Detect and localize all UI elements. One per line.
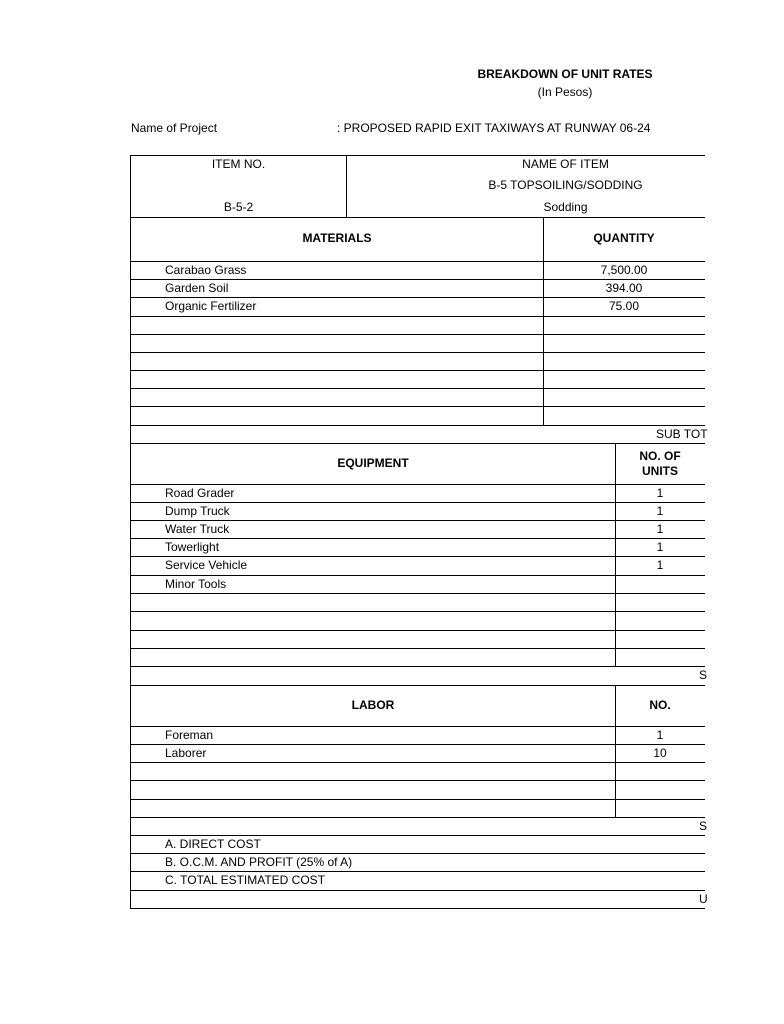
material-name: Organic Fertilizer [165,299,257,313]
grid-line [130,817,705,818]
item-name-line1: B-5 TOPSOILING/SODDING [488,178,643,192]
grid-line [130,388,705,389]
labor-no: 10 [653,746,667,760]
material-qty: 7,500.00 [600,263,648,277]
grid-line [130,648,705,649]
material-name: Carabao Grass [165,263,247,277]
equipment-units: 1 [656,540,664,554]
labor-no: 1 [656,728,664,742]
equipment-name: Road Grader [165,486,235,500]
grid-line [130,799,705,800]
material-name: Garden Soil [165,281,229,295]
direct-cost-label: A. DIRECT COST [165,837,261,851]
grid-line [130,666,705,667]
equipment-subtotal-label: S [699,668,708,682]
grid-line [130,630,705,631]
quantity-header: QUANTITY [593,231,655,245]
material-qty: 75.00 [608,299,640,313]
item-name-label: NAME OF ITEM [522,157,609,171]
document-title: BREAKDOWN OF UNIT RATES [477,67,653,81]
ocm-profit-label: B. O.C.M. AND PROFIT (25% of A) [165,855,353,869]
equipment-name: Service Vehicle [165,558,248,572]
equipment-units: 1 [656,486,664,500]
grid-line [130,334,705,335]
grid-line [130,593,705,594]
grid-line [130,762,705,763]
equipment-name: Water Truck [165,522,230,536]
item-no-label: ITEM NO. [211,157,266,171]
project-name: : PROPOSED RAPID EXIT TAXIWAYS AT RUNWAY 06-24 [337,121,651,135]
units-header-line1: NO. OF [639,449,681,463]
equipment-units: 1 [656,558,664,572]
equipment-header: EQUIPMENT [337,456,409,470]
units-header-line2: UNITS [642,464,678,478]
grid-line [130,780,705,781]
equipment-units: 1 [656,504,664,518]
total-estimated-cost-label: C. TOTAL ESTIMATED COST [165,873,326,887]
grid-line [130,352,705,353]
grid-line [130,425,705,426]
unit-cost-label: U [699,892,708,906]
materials-subtotal-label: SUB TOT [656,427,708,441]
grid-line [130,217,705,218]
project-label: Name of Project [131,121,218,135]
grid-line [130,685,705,686]
material-qty: 394.00 [605,281,643,295]
grid-line [130,611,705,612]
equipment-name: Minor Tools [165,577,227,591]
materials-header: MATERIALS [302,231,372,245]
grid-line [130,406,705,407]
labor-no-header: NO. [649,698,671,712]
document-subtitle: (In Pesos) [537,85,593,99]
labor-header: LABOR [351,698,395,712]
grid-line [130,443,705,444]
grid-line [130,316,705,317]
grid-line [130,155,131,909]
labor-name: Laborer [165,746,207,760]
grid-line [543,217,544,425]
equipment-name: Towerlight [165,540,220,554]
labor-name: Foreman [165,728,214,742]
item-no-value: B-5-2 [223,200,254,214]
grid-line [130,370,705,371]
labor-subtotal-label: S [699,819,708,833]
equipment-name: Dump Truck [165,504,230,518]
item-name-line2: Sodding [543,200,588,214]
equipment-units: 1 [656,522,664,536]
grid-line [130,890,705,891]
grid-line [130,908,705,909]
